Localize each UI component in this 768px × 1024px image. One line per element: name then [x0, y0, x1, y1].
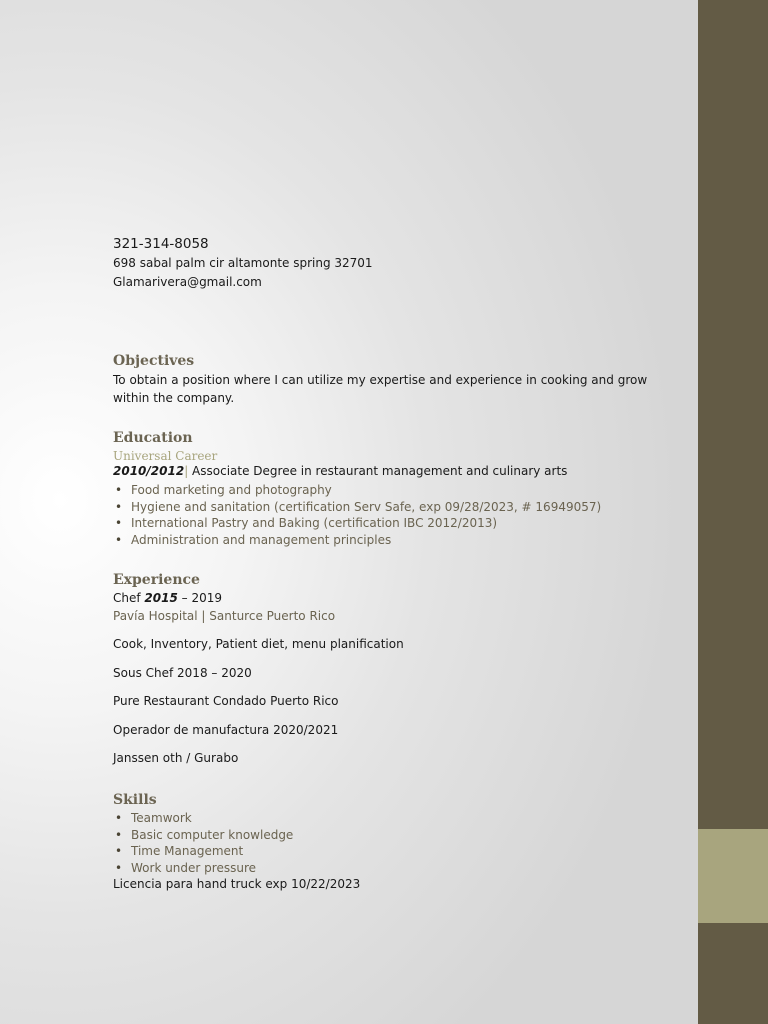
operator-line: Operador de manufactura 2020/2021 [113, 723, 339, 737]
sidebar-band [698, 0, 768, 1024]
list-item: • Administration and management principles [113, 532, 601, 549]
chef-start-year: 2015 [144, 591, 178, 605]
objectives-text: To obtain a position where I can utilize my expertise and experience in cooking and grow within the company. [113, 373, 648, 405]
list-item: • Basic computer knowledge [113, 827, 293, 844]
chef-line [113, 591, 222, 605]
skills-list [113, 810, 293, 877]
contact-address: 698 sabal palm cir altamonte spring 32701 [113, 256, 373, 270]
chef-place: Pavía Hospital | Santurce Puerto Rico [113, 609, 336, 623]
education-separator: | [184, 464, 189, 478]
license-line: Licencia para hand truck exp 10/22/2023 [113, 877, 361, 891]
chef-title: Chef [113, 591, 145, 605]
contact-email: Glamarivera@gmail.com [113, 275, 262, 289]
list-item: • Time Management [113, 843, 293, 860]
education-degree-line [113, 464, 567, 478]
education-list [113, 482, 601, 549]
contact-phone: 321-314-8058 [113, 236, 209, 252]
education-degree: Associate Degree in restaurant management and culinary arts [188, 464, 568, 478]
skills-heading: Skills [113, 792, 157, 808]
sous-chef-place: Pure Restaurant Condado Puerto Rico [113, 694, 339, 708]
education-school: Universal Career [113, 449, 218, 463]
objectives-heading: Objectives [113, 353, 195, 369]
list-item: • Work under pressure [113, 860, 293, 877]
chef-duties: Cook, Inventory, Patient diet, menu planification [113, 637, 404, 651]
list-item: • Hygiene and sanitation (certification Serv Safe, exp 09/28/2023, # 16949057) [113, 499, 601, 516]
list-item: • Food marketing and photography [113, 482, 601, 499]
education-heading: Education [113, 430, 193, 446]
chef-end-year: – 2019 [177, 591, 222, 605]
operator-place: Janssen oth / Gurabo [113, 751, 239, 765]
list-item: • International Pastry and Baking (certification IBC 2012/2013) [113, 515, 601, 532]
sidebar-accent-block [698, 829, 768, 923]
education-years: 2010/2012 [113, 464, 185, 478]
experience-heading: Experience [113, 572, 200, 588]
list-item: • Teamwork [113, 810, 293, 827]
sous-chef-line: Sous Chef 2018 – 2020 [113, 666, 252, 680]
